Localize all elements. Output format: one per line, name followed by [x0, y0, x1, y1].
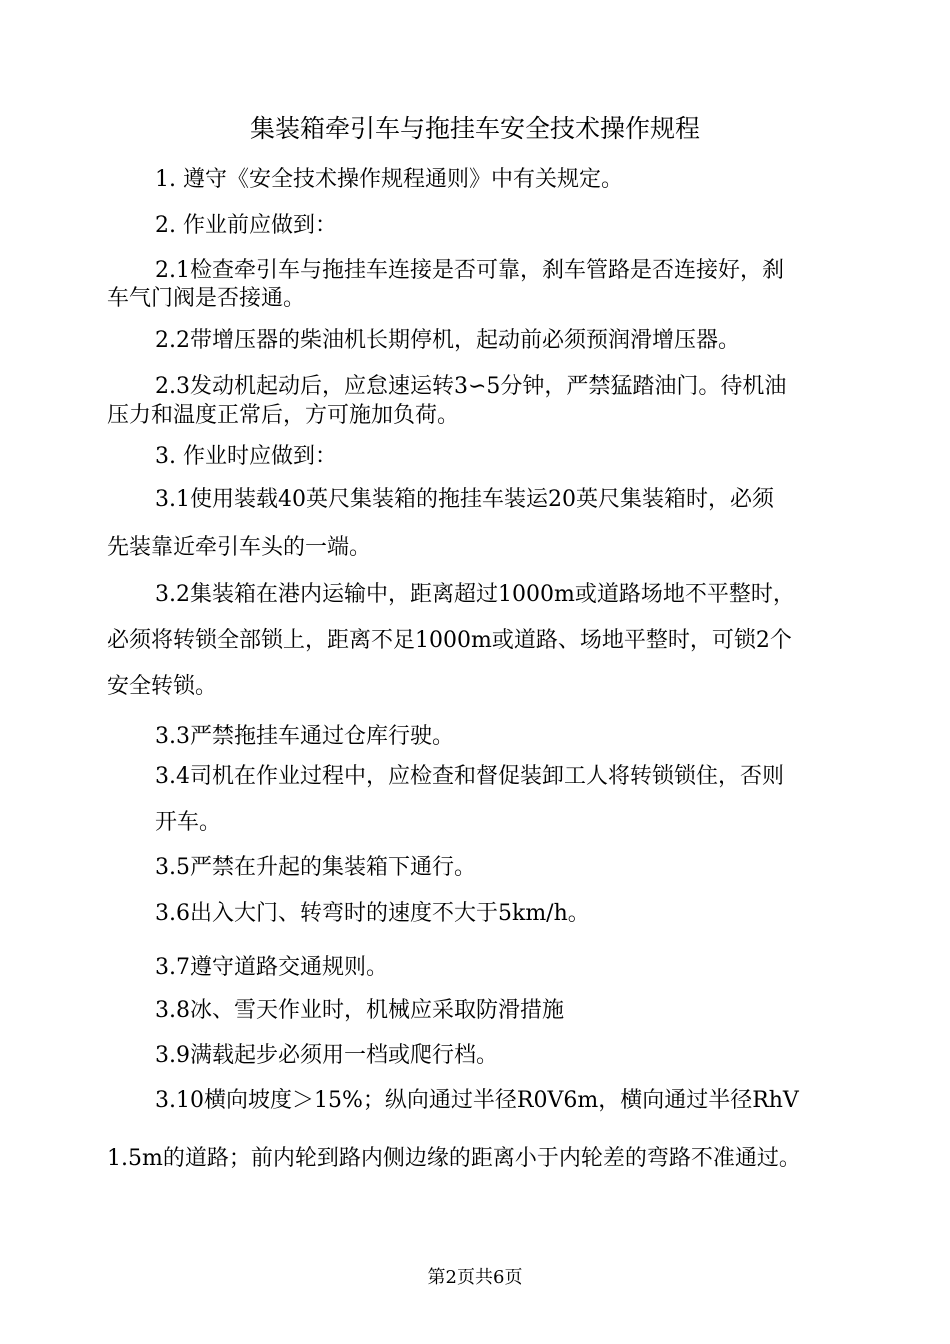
paragraph-line-13: 安全转锁。	[107, 674, 218, 699]
paragraph-line-4: 车气门阀是否接通。	[107, 286, 306, 311]
paragraph-line-11: 3.2集装箱在港内运输中，距离超过1000m或道路场地不平整时，	[155, 582, 795, 607]
paragraph-line-1: 1. 遵守《安全技术操作规程通则》中有关规定。	[155, 167, 623, 192]
paragraph-line-5: 2.2带增压器的柴油机长期停机，起动前必须预润滑增压器。	[155, 328, 740, 353]
paragraph-line-8: 3. 作业时应做到：	[155, 444, 337, 469]
paragraph-line-17: 3.5严禁在升起的集装箱下通行。	[155, 855, 476, 880]
page-footer: 第2页共6页	[427, 1267, 523, 1288]
paragraph-line-10: 先装靠近牵引车头的一端。	[107, 535, 372, 560]
paragraph-line-18: 3.6出入大门、转弯时的速度不大于5km/h。	[155, 901, 590, 926]
paragraph-line-14: 3.3严禁拖挂车通过仓库行驶。	[155, 724, 454, 749]
paragraph-line-12: 必须将转锁全部锁上，距离不足1000m或道路、场地平整时，可锁2个	[107, 628, 792, 653]
paragraph-line-21: 3.9满载起步必须用一档或爬行档。	[155, 1043, 498, 1068]
paragraph-line-9: 3.1使用装载40英尺集装箱的拖挂车装运20英尺集装箱时，必须	[155, 487, 774, 512]
paragraph-line-16: 开车。	[155, 810, 222, 835]
paragraph-line-6: 2.3发动机起动后，应怠速运转3∽5分钟，严禁猛踏油门。待机油	[155, 374, 787, 399]
paragraph-line-7: 压力和温度正常后，方可施加负荷。	[107, 403, 460, 428]
paragraph-line-19: 3.7遵守道路交通规则。	[155, 955, 388, 980]
paragraph-line-2: 2. 作业前应做到：	[155, 213, 337, 238]
paragraph-line-15: 3.4司机在作业过程中，应检查和督促装卸工人将转锁锁住，否则	[155, 764, 784, 789]
paragraph-line-22: 3.10横向坡度＞15%；纵向通过半径R0V6m，横向通过半径RhV	[155, 1088, 799, 1113]
paragraph-line-3: 2.1检查牵引车与拖挂车连接是否可靠，刹车管路是否连接好，刹	[155, 258, 784, 283]
document-title: 集装箱牵引车与拖挂车安全技术操作规程	[249, 114, 700, 143]
paragraph-line-20: 3.8冰、雪天作业时，机械应采取防滑措施	[155, 998, 564, 1023]
paragraph-line-23: 1.5m的道路；前内轮到路内侧边缘的距离小于内轮差的弯路不准通过。	[107, 1146, 801, 1171]
